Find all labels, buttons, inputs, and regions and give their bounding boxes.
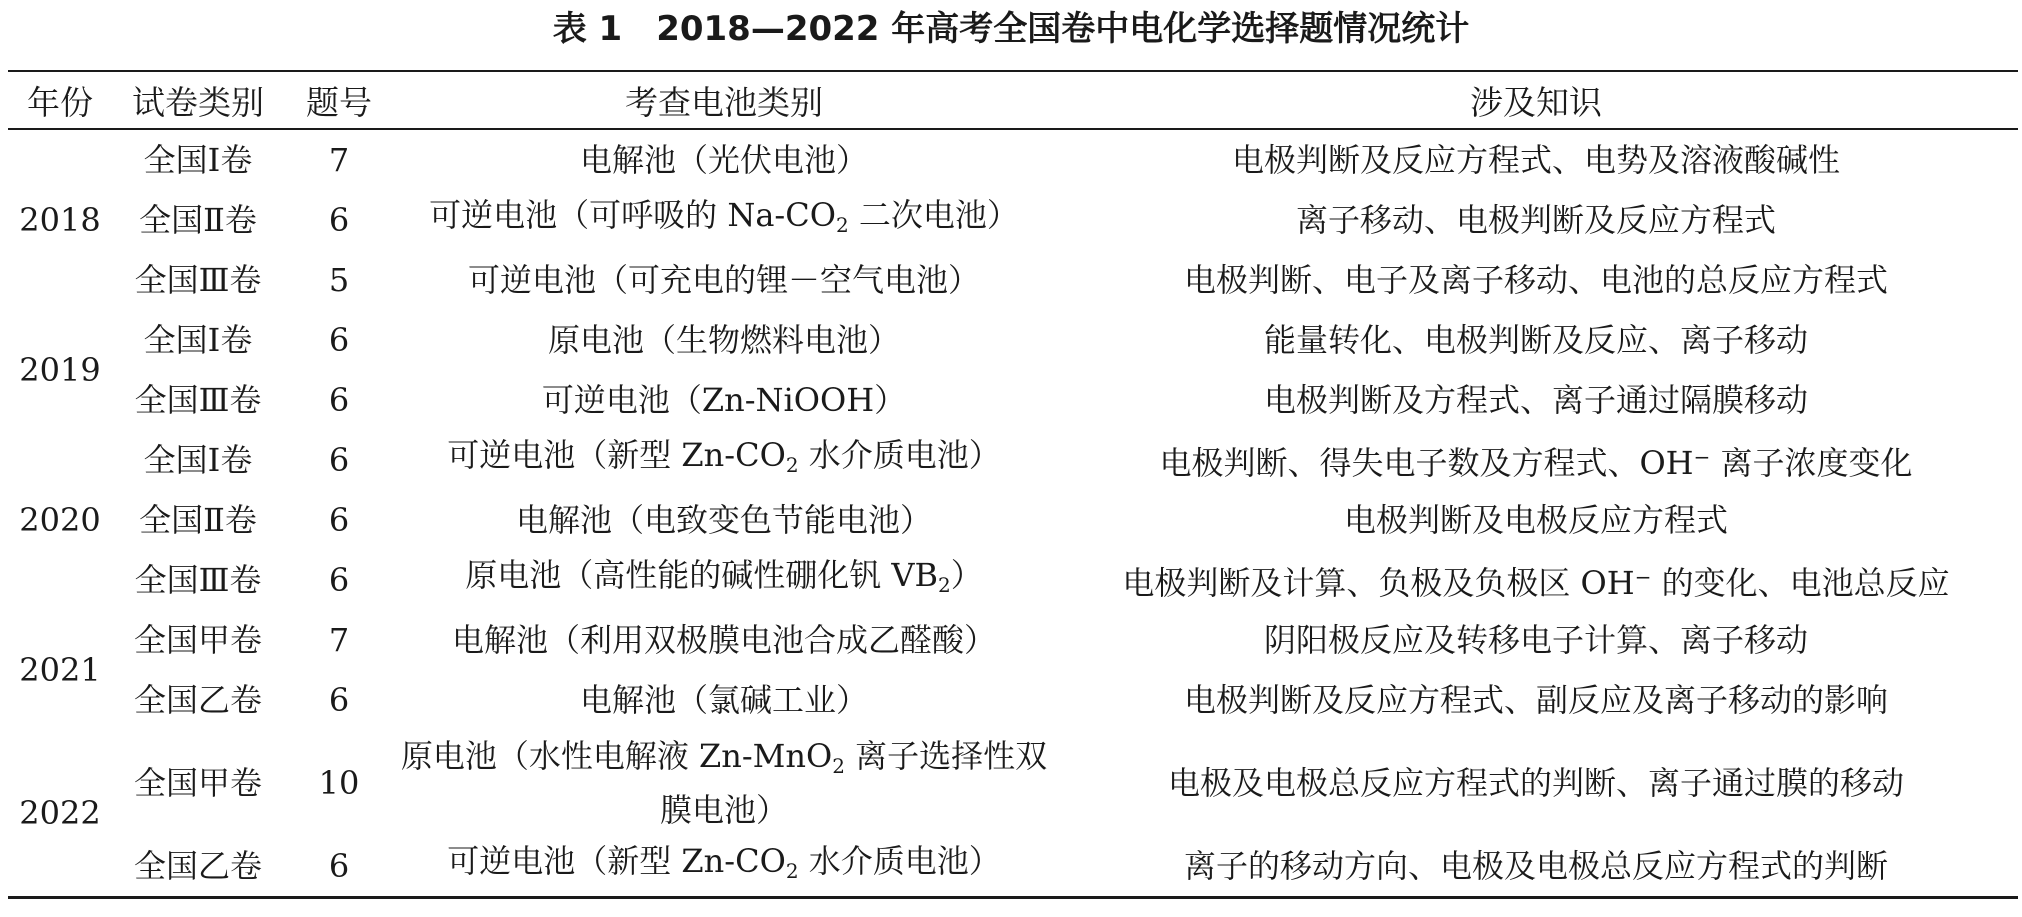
statistics-table [8,70,2018,899]
battery-cell: 电解池（氯碱工业） [579,681,868,719]
battery-cell: 可逆电池（可呼吸的 $Na-CO_2$ 二次电池） [429,196,1019,237]
paper-cell: 全国甲卷 [133,621,262,659]
paper-cell: 全国Ⅰ卷 [143,321,253,359]
year-cell: 2022 [19,794,101,832]
paper-cell: 全国Ⅱ卷 [139,501,257,539]
knowledge-cell: 电极判断、得失电子数及方程式、OH− 离子浓度变化 [1159,444,1913,482]
knowledge-cell: 离子移动、电极判断及反应方程式 [1295,201,1776,239]
battery-cell: 电解池（利用双极膜电池合成乙醛酸） [451,621,996,659]
header-row [8,71,2018,129]
question-number-cell: 6 [328,501,350,539]
paper-cell: 全国Ⅲ卷 [134,381,262,419]
question-number-cell: 6 [328,681,350,719]
year-cell: 2021 [19,651,101,689]
header-paper: 试卷类别 [112,71,284,129]
paper-cell: 全国Ⅲ卷 [134,261,262,299]
knowledge-cell: 电极判断及反应方程式、副反应及离子移动的影响 [1183,681,1888,719]
knowledge-cell: 电极判断及方程式、离子通过隔膜移动 [1263,381,1808,419]
knowledge-cell: 能量转化、电极判断及反应、离子移动 [1263,321,1808,359]
battery-cell: 原电池（水性电解液 Zn-MnO$_2$ 离子选择性双膜电池） [400,737,1048,829]
paper-cell: 全国甲卷 [133,764,262,802]
battery-cell: 原电池（生物燃料电池） [547,321,900,359]
question-number-cell: 6 [328,441,350,479]
question-number-cell: 7 [328,621,350,659]
table-row [8,310,2018,370]
question-number-cell: 7 [328,141,350,179]
battery-cell: 可逆电池（新型 $Zn-CO_2$ 水介质电池） [447,842,1001,883]
table-row [8,730,2018,836]
question-number-cell: 5 [328,261,350,299]
table-row [8,836,2018,898]
year-cell: 2019 [19,351,101,389]
battery-cell: 可逆电池（可充电的锂－空气电池） [467,261,980,299]
question-number-cell: 6 [328,201,350,239]
table-row [8,370,2018,430]
knowledge-cell: 电极判断及反应方程式、电势及溶液酸碱性 [1231,141,1840,179]
battery-cell: 可逆电池（新型 $Zn-CO_2$ 水介质电池） [447,436,1001,477]
table-row [8,430,2018,490]
table-row [8,670,2018,730]
question-number-cell: 6 [328,381,350,419]
year-cell: 2020 [19,501,101,539]
table-row [8,490,2018,550]
paper-cell: 全国Ⅱ卷 [139,201,257,239]
header-knowledge: 涉及知识 [1054,71,2018,129]
table-row [8,250,2018,310]
paper-cell: 全国Ⅰ卷 [143,441,253,479]
question-number-cell: 6 [328,561,350,599]
paper-cell: 全国乙卷 [133,847,262,885]
question-number-cell: 6 [328,847,350,885]
question-number-cell: 10 [318,764,360,802]
battery-cell: 原电池（高性能的碱性硼化钒 $VB_2$） [465,556,983,597]
header-battery-type: 考查电池类别 [394,71,1054,129]
knowledge-cell: 电极及电极总反应方程式的判断、离子通过膜的移动 [1167,764,1904,802]
paper-cell: 全国Ⅲ卷 [134,561,262,599]
paper-cell: 全国Ⅰ卷 [143,141,253,179]
question-number-cell: 6 [328,321,350,359]
table-row [8,550,2018,610]
knowledge-cell: 电极判断、电子及离子移动、电池的总反应方程式 [1183,261,1888,299]
table-row [8,610,2018,670]
year-cell: 2018 [19,201,101,239]
table-row [8,129,2018,190]
battery-cell: 电解池（电致变色节能电池） [515,501,932,539]
knowledge-cell: 电极判断及电极反应方程式 [1343,501,1728,539]
knowledge-cell: 离子的移动方向、电极及电极总反应方程式的判断 [1183,847,1888,885]
table-caption: 表 1 2018—2022 年高考全国卷中电化学选择题情况统计 [552,9,1470,49]
header-question-number: 题号 [284,71,394,129]
knowledge-cell: 电极判断及计算、负极及负极区 OH− 的变化、电池总反应 [1122,564,1950,602]
battery-cell: 可逆电池（Zn-NiOOH） [541,381,907,419]
knowledge-cell: 阴阳极反应及转移电子计算、离子移动 [1263,621,1808,659]
paper-cell: 全国乙卷 [133,681,262,719]
battery-cell: 电解池（光伏电池） [579,141,868,179]
table-row [8,190,2018,250]
header-year: 年份 [8,71,112,129]
